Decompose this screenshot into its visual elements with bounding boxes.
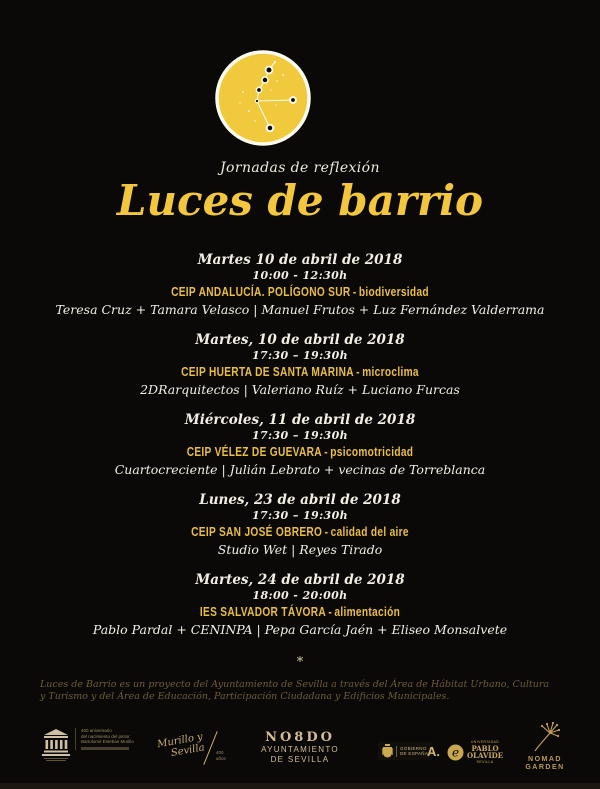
event-date: Martes, 10 de abril de 2018	[195, 332, 405, 348]
event-date: Lunes, 23 de abril de 2018	[199, 492, 401, 508]
olavide-emblem-icon	[447, 744, 464, 761]
events-list	[0, 252, 600, 652]
nosdo-line: DE SEVILLA	[270, 755, 330, 764]
event-item	[0, 572, 600, 637]
olavide-line: SEVILLA	[476, 759, 494, 764]
event-venue	[66, 604, 534, 620]
universidad-pablo-olavide-logo	[447, 740, 503, 764]
unesco-caption-line: 400 aniversario	[81, 728, 112, 733]
venue-name: CEIP SAN JOSÉ OBRERO	[191, 524, 323, 539]
event-time: 17:30 – 19:30h	[251, 349, 349, 362]
venue-topic: alimentación	[334, 604, 401, 619]
event-time: 18:00 - 20:00h	[252, 589, 348, 602]
gobierno-espana-logo	[378, 742, 432, 760]
murillo-caption: 400 años	[216, 750, 226, 761]
sponsor-logos-row	[0, 718, 600, 783]
venue-name: IES SALVADOR TÁVORA	[199, 604, 326, 619]
venue-separator: -	[352, 284, 357, 299]
event-item	[0, 332, 600, 397]
bottom-edge-strip	[0, 783, 600, 789]
nosdo-emblem: NO8DO	[265, 730, 335, 745]
murillo-sevilla-logo	[150, 724, 228, 774]
venue-separator: -	[328, 604, 333, 619]
ayuntamiento-sevilla-logo	[242, 730, 358, 765]
unesco-caption	[75, 728, 134, 750]
poster-title: Luces de barrio	[116, 176, 484, 225]
olavide-line: PABLO	[471, 743, 499, 753]
event-item	[0, 252, 600, 317]
event-item	[0, 412, 600, 477]
spain-coat-of-arms-icon	[382, 744, 393, 758]
venue-separator: -	[324, 524, 329, 539]
dandelion-icon	[528, 720, 562, 752]
venue-topic: psicomotricidad	[330, 444, 414, 459]
unesco-caption-line: Bartolomé Esteban Murillo	[81, 739, 134, 744]
olavide-line: OLAVIDE	[467, 751, 504, 760]
footnote-asterisk: *	[296, 655, 304, 670]
event-time: 10:00 - 12:30h	[252, 269, 348, 282]
event-participants: Pablo Pardal + CENINPA | Pepa García Jaén + Eliseo Monsalvete	[92, 622, 508, 637]
unesco-caption-bar	[81, 747, 129, 750]
poster-subtitle: Jornadas de reflexión	[220, 160, 380, 176]
event-participants: Studio Wet | Reyes Tirado	[217, 542, 383, 557]
constellation-logo-icon	[213, 48, 313, 148]
gobierno-text	[396, 746, 428, 757]
venue-separator: -	[324, 444, 328, 459]
event-venue	[66, 284, 534, 300]
event-date: Martes, 24 de abril de 2018	[195, 572, 405, 588]
event-item	[0, 492, 600, 557]
venue-name: CEIP ANDALUCÍA. POLÍGONO SUR	[171, 284, 351, 299]
murillo-signature: Murillo y Sevilla	[156, 731, 206, 760]
svg-text:e: e	[451, 745, 460, 759]
letter-a-logo: A.	[427, 744, 440, 759]
venue-topic: calidad del aire	[330, 524, 409, 539]
venue-name: CEIP HUERTA DE SANTA MARINA	[181, 364, 354, 379]
gobierno-line: GOBIERNO	[400, 745, 427, 751]
event-participants: 2DRarquitectos | Valeriano Ruíz + Luciano Furcas	[140, 382, 460, 397]
olavide-text	[467, 740, 503, 764]
event-date: Martes 10 de abril de 2018	[197, 252, 403, 268]
nomad-garden-logo	[523, 720, 567, 772]
gobierno-line: DE ESPAÑA	[400, 751, 429, 756]
event-participants: Teresa Cruz + Tamara Velasco | Manuel Frutos + Luz Fernández Valderrama	[55, 302, 545, 317]
nosdo-line: AYUNTAMIENTO	[261, 745, 339, 754]
event-venue	[66, 444, 534, 460]
venue-separator: -	[356, 364, 360, 379]
venue-name: CEIP VÉLEZ DE GUEVARA	[186, 444, 322, 459]
event-venue	[66, 364, 534, 380]
event-time: 17:30 – 19:30h	[251, 429, 349, 442]
nomad-line: NOMAD	[528, 756, 562, 763]
nomad-line: GARDEN	[525, 764, 565, 771]
unesco-temple-icon	[42, 728, 70, 762]
event-venue	[66, 524, 534, 540]
event-participants: Cuartocreciente | Julián Lebrato + vecinas de Torreblanca	[114, 462, 486, 477]
olavide-line: UNIVERSIDAD	[470, 740, 500, 744]
unesco-logo	[42, 728, 134, 762]
footnote-text: Luces de Barrio es un proyecto del Ayuntamiento de Sevilla a través del Área de Hábitat Urbano, Cultura y Turismo y del Área de Educación, Participación Ciudadana y Edificios Municipales.	[40, 679, 550, 702]
event-date: Miércoles, 11 de abril de 2018	[184, 412, 416, 428]
venue-topic: biodiversidad	[358, 284, 429, 299]
venue-topic: microclima	[362, 364, 419, 379]
unesco-caption-line: del nacimiento del pintor	[81, 733, 130, 739]
event-time: 17:30 – 19:30h	[251, 509, 349, 522]
